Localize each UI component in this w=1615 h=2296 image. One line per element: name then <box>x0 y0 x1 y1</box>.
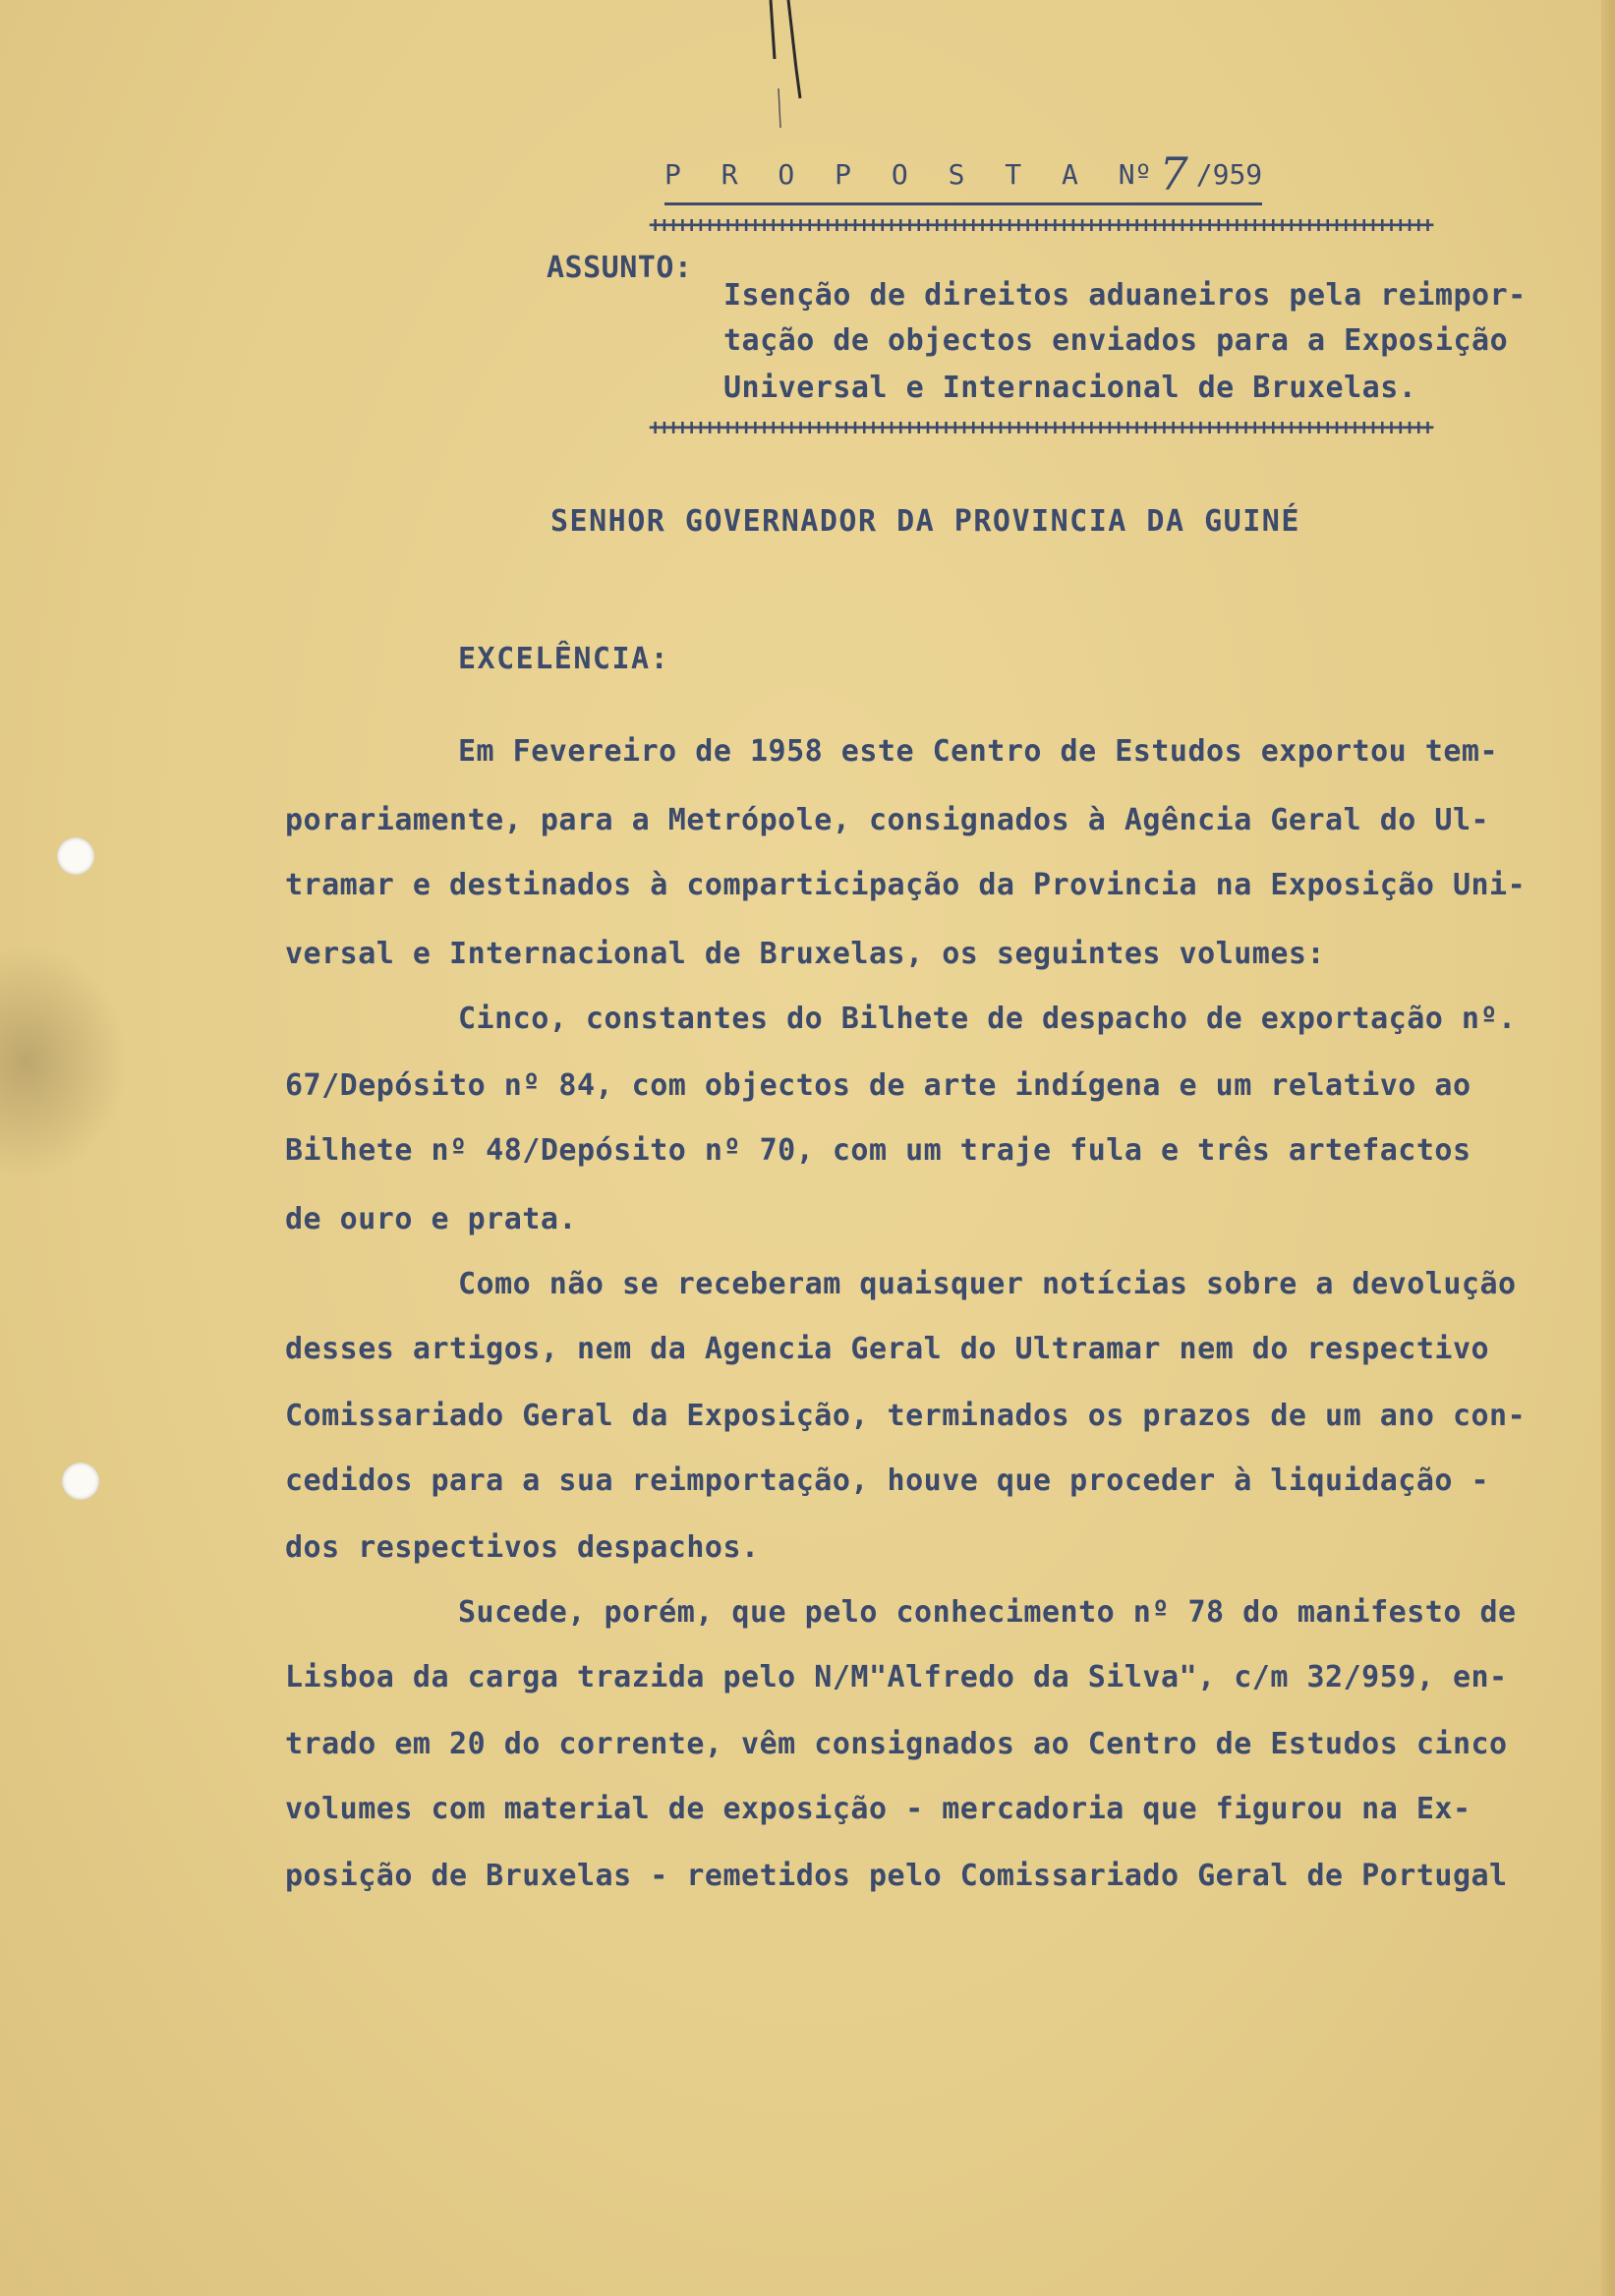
body-line-17: volumes com material de exposição - mercadoria que figurou na Ex- <box>285 1792 1471 1826</box>
subject-line-2: tação de objectos enviados para a Exposição <box>723 323 1509 358</box>
proposal-number-prefix: Nº <box>1118 158 1152 191</box>
body-line-15: Lisboa da carga trazida pelo N/M"Alfredo da Silva", c/m 32/959, en- <box>285 1660 1508 1694</box>
proposal-year: /959 <box>1195 158 1263 191</box>
body-line-10: desses artigos, nem da Agencia Geral do Ultramar nem do respectivo <box>285 1332 1490 1366</box>
paper-edge <box>1601 0 1615 2296</box>
body-line-6: 67/Depósito nº 84, com objectos de arte indígena e um relativo ao <box>285 1068 1471 1103</box>
body-line-5: Cinco, constantes do Bilhete de despacho de exportação nº. <box>458 1002 1517 1036</box>
proposal-label: P R O P O S T A <box>664 158 1090 191</box>
body-line-1: Em Fevereiro de 1958 este Centro de Estudos exportou tem- <box>458 734 1499 769</box>
subject-label: ASSUNTO: <box>547 251 693 285</box>
punch-hole-bottom <box>62 1463 99 1500</box>
body-line-11: Comissariado Geral da Exposição, terminados os prazos de um ano con- <box>285 1399 1527 1433</box>
body-line-13: dos respectivos despachos. <box>285 1530 760 1565</box>
paper-stain <box>0 944 128 1179</box>
body-line-3: tramar e destinados à comparticipação da Provincia na Exposição Uni- <box>285 868 1527 902</box>
punch-hole-top <box>57 837 94 875</box>
plus-separator-top: ++++++++++++++++++++++++++++++++++++++++++++++++++++++++++++++++++++++++++++++++++++++ <box>649 216 1431 236</box>
salutation: EXCELÊNCIA: <box>458 642 670 676</box>
body-line-4: versal e Internacional de Bruxelas, os seguintes volumes: <box>285 937 1326 971</box>
body-line-2: porariamente, para a Metrópole, consignados à Agência Geral do Ul- <box>285 803 1490 837</box>
proposal-heading <box>664 147 1262 205</box>
body-line-8: de ouro e prata. <box>285 1202 577 1236</box>
body-line-9: Como não se receberam quaisquer notícias sobre a devolução <box>458 1267 1517 1301</box>
proposal-number: 7 <box>1159 147 1188 201</box>
body-line-14: Sucede, porém, que pelo conhecimento nº 78 do manifesto de <box>458 1595 1517 1630</box>
subject-line-1: Isenção de direitos aduaneiros pela reimpor- <box>723 278 1527 313</box>
body-line-7: Bilhete nº 48/Depósito nº 70, com um traje fula e três artefactos <box>285 1133 1471 1168</box>
body-line-18: posição de Bruxelas - remetidos pelo Comissariado Geral de Portugal <box>285 1859 1508 1893</box>
body-line-12: cedidos para a sua reimportação, houve que proceder à liquidação - <box>285 1464 1490 1498</box>
subject-line-3: Universal e Internacional de Bruxelas. <box>723 371 1417 405</box>
pen-stroke-mark <box>767 0 845 138</box>
body-line-16: trado em 20 do corrente, vêm consignados ao Centro de Estudos cinco <box>285 1727 1508 1761</box>
plus-separator-bottom: ++++++++++++++++++++++++++++++++++++++++++++++++++++++++++++++++++++++++++++++++++++++ <box>649 419 1431 438</box>
addressee: SENHOR GOVERNADOR DA PROVINCIA DA GUINÉ <box>550 504 1300 539</box>
